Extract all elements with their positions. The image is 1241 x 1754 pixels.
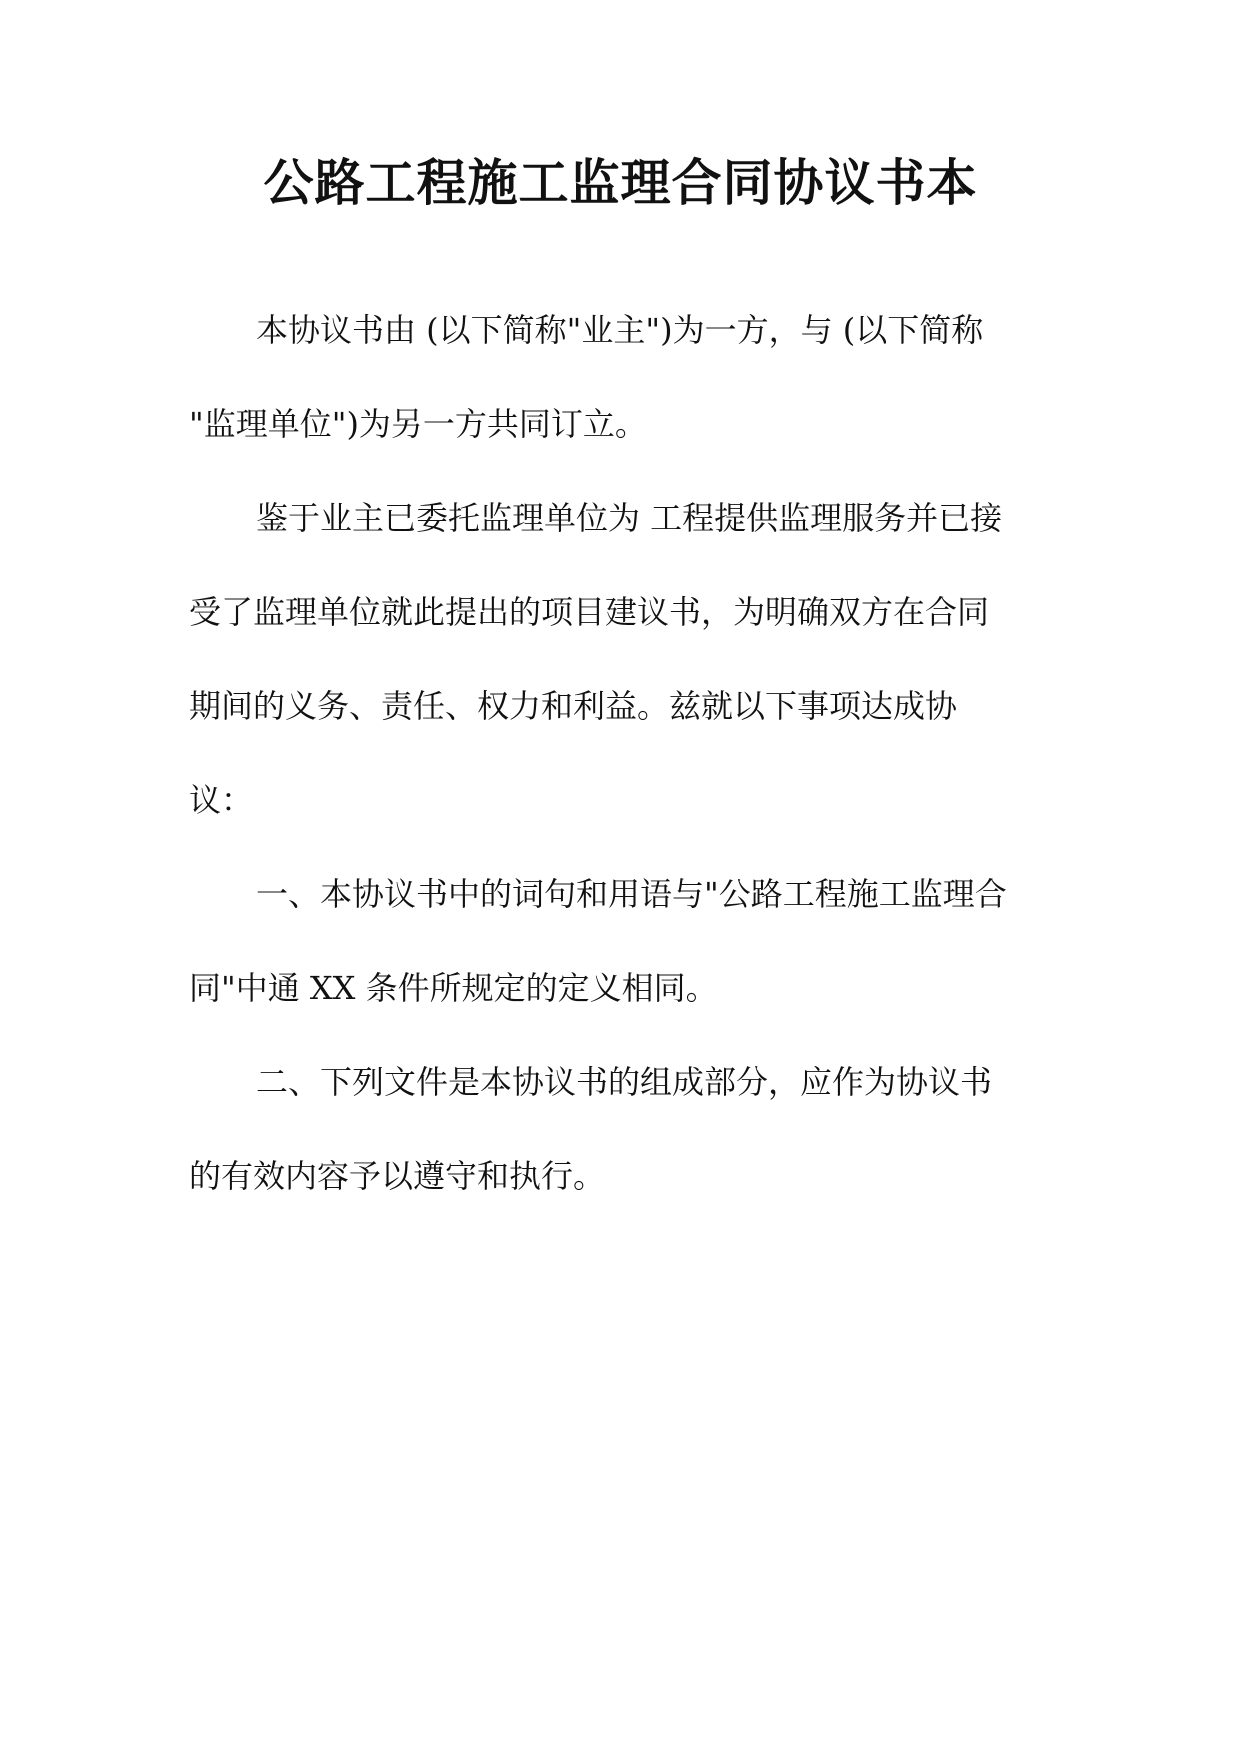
paragraph-4-line-1: 二、下列文件是本协议书的组成部分，应作为协议书	[256, 1063, 993, 1101]
paragraph-2-line-1: 鉴于业主已委托监理单位为 工程提供监理服务并已接	[256, 499, 1003, 537]
paragraph-2-line-4: 议：	[189, 781, 254, 819]
paragraph-2-line-3: 期间的义务、责任、权力和利益。兹就以下事项达成协	[189, 687, 958, 725]
paragraph-2-line-2: 受了监理单位就此提出的项目建议书，为明确双方在合同	[189, 593, 990, 631]
paragraph-1-line-1: 本协议书由 (以下简称"业主")为一方，与 (以下简称	[256, 311, 984, 349]
document-title: 公路工程施工监理合同协议书本	[263, 153, 978, 212]
paragraph-3-line-1: 一、本协议书中的词句和用语与"公路工程施工监理合	[256, 875, 1007, 913]
paragraph-1-line-2: "监理单位")为另一方共同订立。	[189, 405, 647, 443]
paragraph-3-line-2: 同"中通 XX 条件所规定的定义相同。	[189, 969, 718, 1007]
paragraph-4-line-2: 的有效内容予以遵守和执行。	[189, 1157, 606, 1195]
